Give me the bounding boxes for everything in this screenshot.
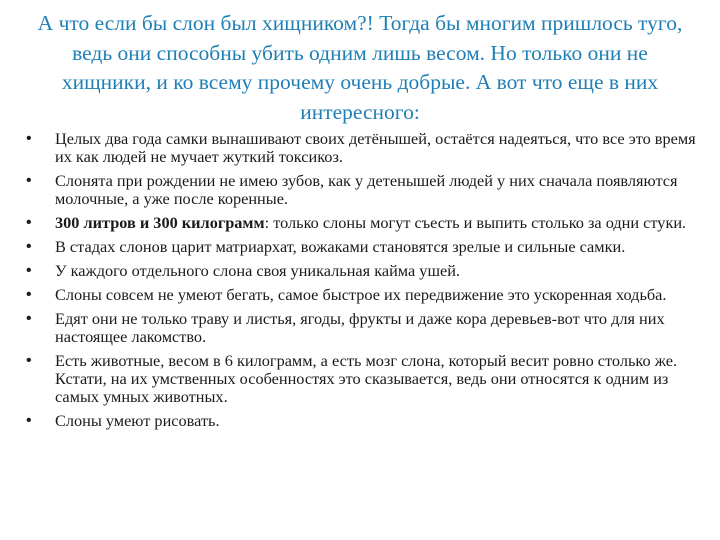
- bullet-icon: •: [26, 238, 32, 255]
- fact-text: : только слоны могут съесть и выпить столько за одни стуки.: [264, 213, 687, 232]
- fact-text: Слоны совсем не умеют бегать, самое быстрое их передвижение это ускоренная ходьба.: [55, 285, 667, 304]
- list-item: [26, 172, 702, 208]
- facts-list: [26, 130, 702, 436]
- fact-bold-text: 300 литров и 300 килограмм: [55, 213, 265, 232]
- bullet-icon: •: [26, 286, 32, 303]
- fact-text: Слоны умеют рисовать.: [55, 411, 220, 430]
- bullet-icon: •: [26, 262, 32, 279]
- list-item: [26, 412, 702, 430]
- list-item: [26, 262, 702, 280]
- bullet-icon: •: [26, 214, 32, 231]
- fact-text: В стадах слонов царит матриархат, вожаками становятся зрелые и сильные самки.: [55, 237, 626, 256]
- fact-text: Едят они не только траву и листья, ягоды, фрукты и даже кора деревьев-вот что для них настоящее лакомство.: [55, 309, 665, 346]
- list-item: [26, 286, 702, 304]
- list-item: [26, 238, 702, 256]
- bullet-icon: •: [26, 130, 32, 147]
- list-item: [26, 310, 702, 346]
- list-item: [26, 130, 702, 166]
- fact-text: У каждого отдельного слона своя уникальная кайма ушей.: [55, 261, 460, 280]
- bullet-icon: •: [26, 352, 32, 369]
- fact-text: Есть животные, весом в 6 килограмм, а есть мозг слона, который весит ровно столько же. Кстати, на их умственных особенностях это сказывается, ведь они относятся к одним из самых умных животных.: [55, 351, 678, 406]
- fact-text: Целых два года самки вынашивают своих детёнышей, остаётся надеяться, что все это время их как людей не мучает жуткий токсикоз.: [55, 129, 696, 166]
- bullet-icon: •: [26, 310, 32, 327]
- fact-text: Слонята при рождении не имею зубов, как у детенышей людей у них сначала появляются молочные, а уже после коренные.: [55, 171, 678, 208]
- bullet-icon: •: [26, 412, 32, 429]
- list-item: [26, 214, 702, 232]
- bullet-icon: •: [26, 172, 32, 189]
- list-item: [26, 352, 702, 406]
- slide-title: А что если бы слон был хищником?! Тогда бы многим пришлось туго, ведь они способны убить одним лишь весом. Но только они не хищники, и ко всему прочему очень добрые. А вот что еще в них интересного:: [37, 11, 683, 124]
